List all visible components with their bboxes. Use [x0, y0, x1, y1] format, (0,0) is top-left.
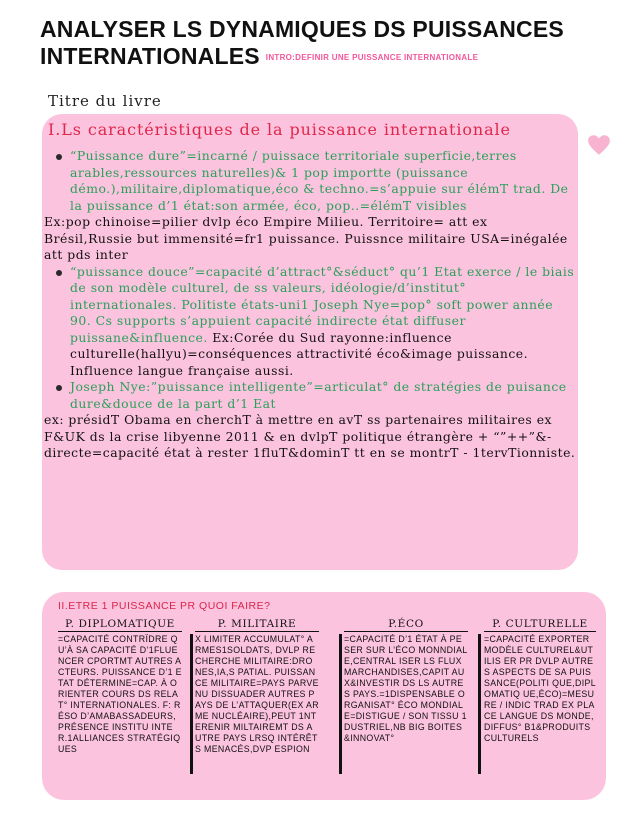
column-divider: [478, 634, 481, 774]
heart-icon: [586, 132, 612, 158]
column-divider: [190, 634, 193, 774]
section2-title: II.ETRE 1 PUISSANCE PR QUOI FAIRE?: [58, 600, 271, 612]
intro-subtitle: INTRO:DEFINIR UNE PUISSANCE INTERNATIONALE: [265, 53, 479, 63]
column-heading: P. MILITAIRE: [195, 618, 319, 632]
column-divider: [339, 634, 342, 774]
page-title: [40, 16, 600, 71]
section1-body: [44, 148, 576, 462]
section1-title: I.Ls caractéristiques de la puissance internationale: [48, 120, 511, 139]
page-title-line2: INTERNATIONALES: [40, 43, 260, 69]
column-text: =CAPACITÉ EXPORTER MODÈLE CULTUREL&UTILIS ER PR DVLP AUTRES ASPECTS DE SA PUISSANCE(POLITI QUE,DIPLOMATIQ UE,ÉCO)=MESURE / INDIC TRAD EX PLACE LANGUE DS MONDE, DIFFUS° B1&PRODUITS CULTURELS: [484, 634, 596, 743]
section1-card: [42, 114, 578, 570]
page-title-line1: ANALYSER LS DYNAMIQUES DS PUISSANCES: [40, 16, 564, 42]
book-title-label: Titre du livre: [48, 92, 162, 110]
column-heading: P.ÉCO: [344, 618, 468, 632]
section2-card: [42, 592, 606, 800]
bullet-soft-power: [44, 264, 576, 380]
column-text: =CAPACITÉ CONTRÏDRE QU’À SA CAPACITÉ D’1FLUENCER CPORTMT AUTRES ACTEURS. PUISSANCE D’1 ETAT DÉTERMINE=CAP. À ORIENTER COURS DS RELAT° INTERNATIONALES. F: RÉSO D’AMABASSADEURS, PRÉSENCE INSTITU INTER.1ALLIANCES STRATÉGIQUES: [58, 634, 182, 754]
soft-power-example: Ex:Corée du Sud rayonne:influence culturelle(hallyu)=conséquences attractivité éco&image puissance. Influence langue française aussi.: [70, 329, 529, 378]
column-text: X LIMITER ACCUMULAT° ARMES1SOLDATS, DVLP RECHERCHE MILITAIRE:DRONES,IA,S PATIAL. PUISSANCE MILITAIRE=PAYS PARVENU DISSUADER AUTRES PAYS DE L’ATTAQUER(EX ARME NUCLÉAIRE),PEUT 1NTERENIR MILTAIREMT DS AUTRE PAYS LRSQ INTÉRÊTS MENACÉS,DVP ESPION: [195, 634, 319, 754]
example-smart-power: ex: présidT Obama en cherchT à mettre en avT ss partenaires militaires ex F&UK ds la crise libyenne 2011 & en dvlpT politique étrangère + “”++”&-directe=capacité état à rester 1fluT&dominT tt en se montrT - 1tervTionniste.: [44, 412, 576, 460]
bullet-hard-power: “Puissance dure”=incarné / puissace territoriale superficie,terres arables,ressources naturelles)& 1 pop importte (puissance démo.),militaire,diplomatique,éco & techno.=s’appuie sur élémT trad. De la puissance d’1 état:son armée, éco, pop..=élémT visibles: [44, 148, 576, 214]
column-diplomatique: [58, 618, 182, 755]
bullet-smart-power: Joseph Nye:”puissance intelligente”=articulat° de stratégies de puisance dure&douce de la part d’1 Eat: [44, 379, 576, 412]
soft-power-definition: “puissance douce”=capacité d’attract°&séduct° qu’1 Etat exerce / le biais de son modèle culturel, de ss valeurs, idéologie/d’institut° internationales. Politiste états-uni1 Joseph Nye=pop° soft power année 90. Cs supports s’appuient capacité indirecte état diffuser puissane&influence.: [70, 263, 575, 345]
column-heading: P. CULTURELLE: [484, 618, 596, 632]
column-militaire: [195, 618, 319, 755]
column-text: =CAPACITÉ D’1 ÉTAT À PESER SUR L’ÉCO MONNDIALE,CENTRAL ISER LS FLUX MARCHANDISES,CAPIT AUX&INVESTIR DS LS AUTRES PAYS.=1DISPENSABLE ORGANISAT° ÉCO MONDIALE=DISTIGUE / SON TISSU 1DUSTRIEL,NB BIG BOITES&INNOVAT°: [344, 634, 468, 743]
column-heading: P. DIPLOMATIQUE: [58, 618, 182, 632]
column-eco: [344, 618, 468, 744]
column-culturelle: [484, 618, 596, 744]
example-hard-power: Ex:pop chinoise=pilier dvlp éco Empire Milieu. Territoire= att ex Brésil,Russie but immensité=fr1 puissance. Puissnce militaire USA=inégalée att pds inter: [44, 214, 568, 262]
